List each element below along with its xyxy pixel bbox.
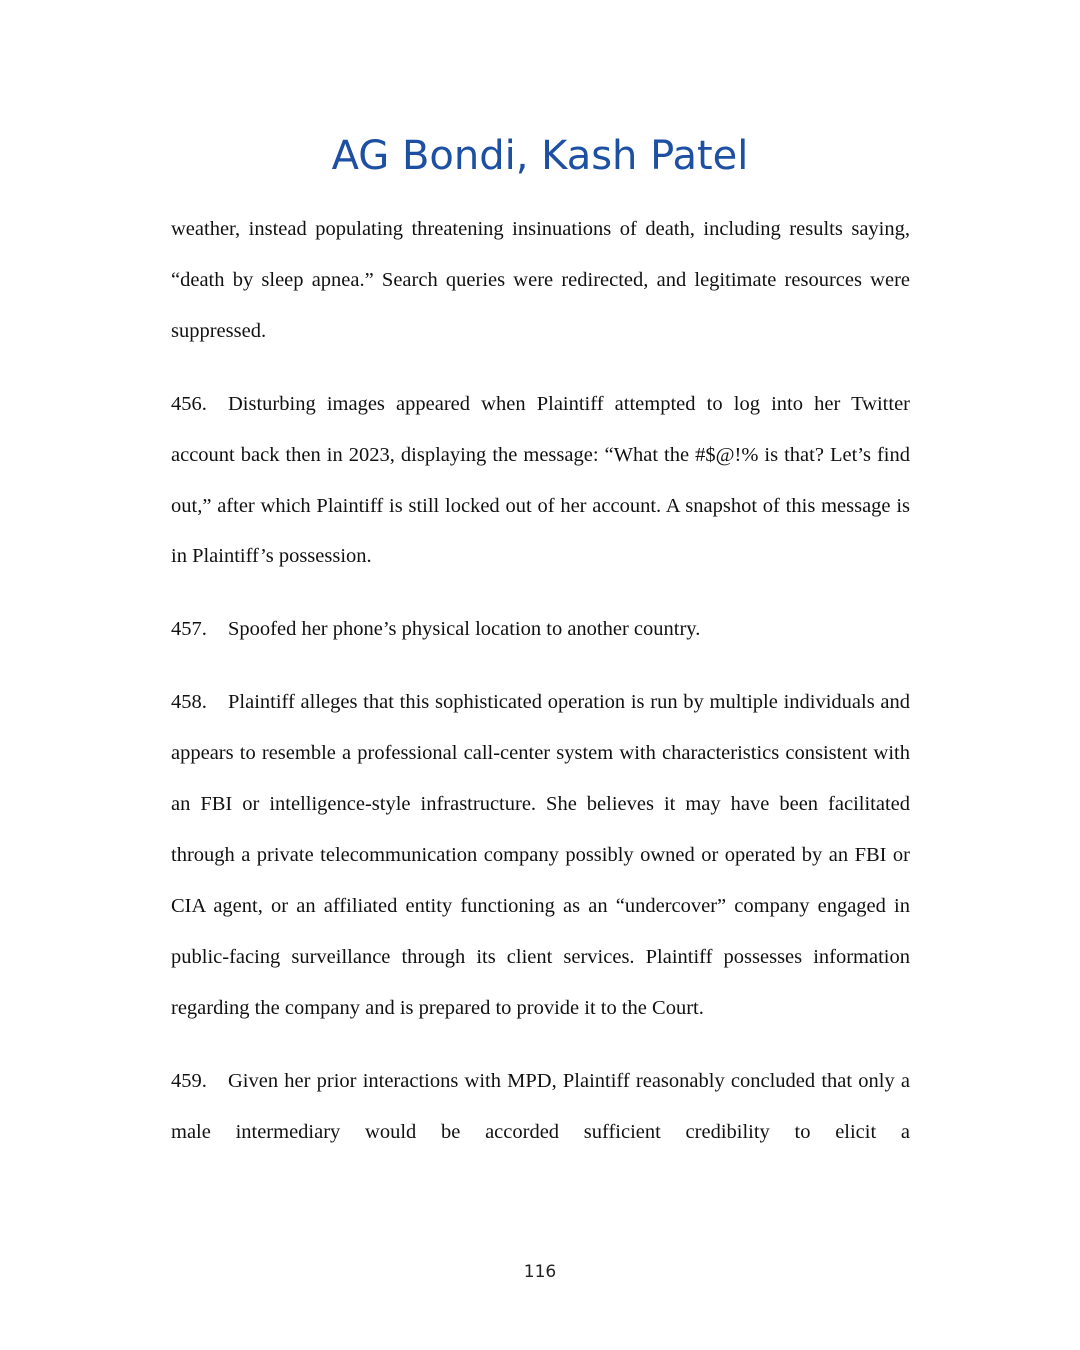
paragraph-number: 459. — [171, 1069, 207, 1092]
page-title: AG Bondi, Kash Patel — [331, 133, 749, 179]
paragraph-continuation — [171, 204, 910, 357]
paragraph-number: 458. — [171, 691, 207, 714]
paragraph-457 — [171, 604, 910, 655]
paragraph-text: Plaintiff alleges that this sophisticated operation is run by multiple individuals and appears to resemble a professional call-center system with characteristics consistent with an FBI or intelligence-style infrastructure. She believes it may have been facilitated through a private telecommunication company possibly owned or operated by an FBI or CIA agent, or an affiliated entity functioning as an “undercover” company engaged in public-facing surveillance through its client services. Plaintiff possesses information regarding the company and is prepared to provide it to the Court. — [171, 691, 910, 1019]
paragraph-text: Disturbing images appeared when Plaintiff attempted to log into her Twitter account back then in 2023, displaying the message: “What the #$@!% is that? Let’s find out,” after which Plaintiff is still locked out of her account. A snapshot of this message is in Plaintiff’s possession. — [171, 392, 910, 568]
paragraph-text: Given her prior interactions with MPD, Plaintiff reasonably concluded that only a male intermediary would be accorded sufficient credibility to elicit a — [171, 1069, 910, 1143]
paragraph-459 — [171, 1056, 910, 1158]
paragraph-456 — [171, 379, 910, 583]
paragraph-number: 456. — [171, 392, 207, 415]
paragraph-458 — [171, 677, 910, 1033]
paragraph-text: Spoofed her phone’s physical location to another country. — [228, 618, 701, 641]
paragraph-text: weather, instead populating threatening insinuations of death, including results saying, “death by sleep apnea.” Search queries were redirected, and legitimate resources were suppressed. — [171, 218, 910, 342]
document-body — [171, 204, 910, 1157]
paragraph-number: 457. — [171, 618, 207, 641]
page-number: 116 — [523, 1262, 557, 1282]
